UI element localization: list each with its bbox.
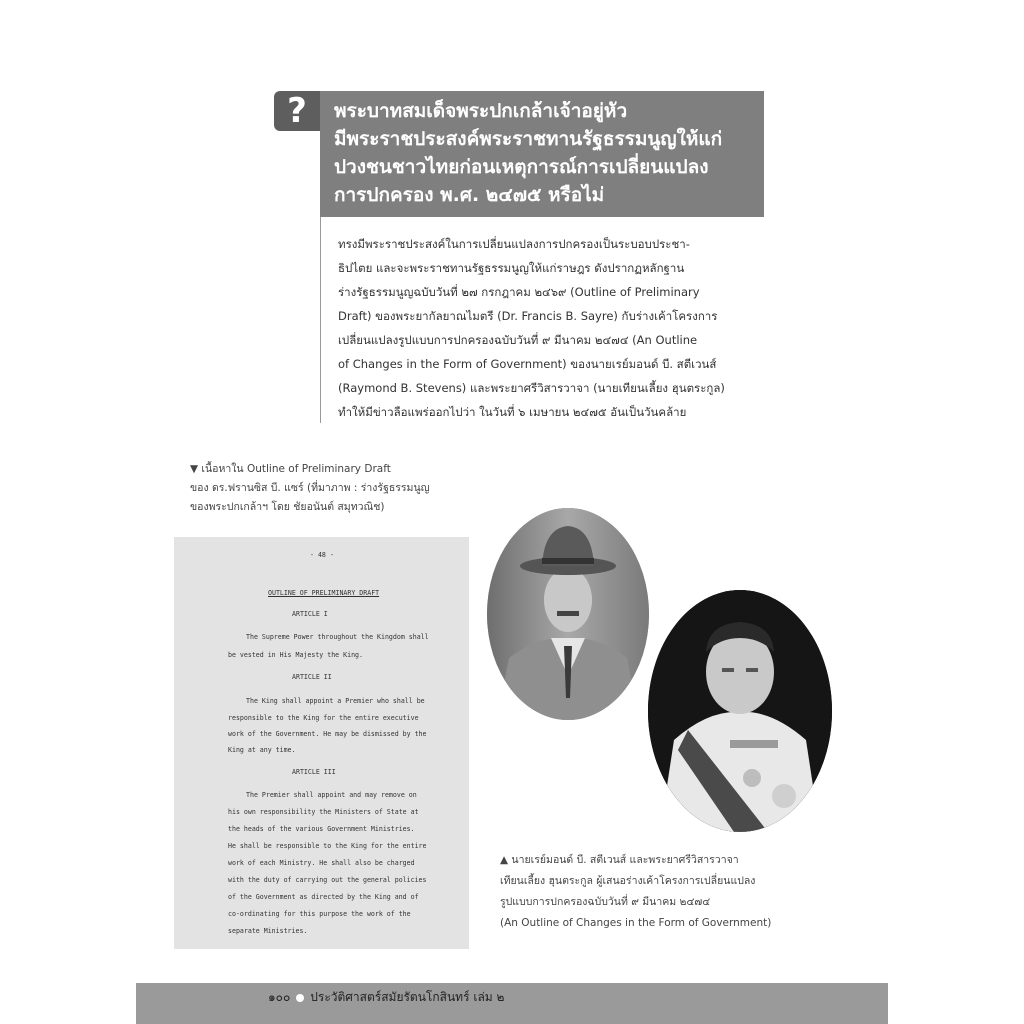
photo-caption <box>500 850 771 934</box>
caption-line: เทียนเลี้ยง ฮุนตระกูล ผู้เสนอร่างเค้าโครงการเปลี่ยนแปลง <box>500 875 756 887</box>
page-number: ๑๐๐ <box>268 990 291 1004</box>
body-line: Draft) ของพระยากัลยาณไมตรี (Dr. Francis B. Sayre) กับร่างเค้าโครงการ <box>338 309 718 323</box>
doc-line: work of each Ministry. He shall also be charged <box>228 859 415 867</box>
doc-line: separate Ministries. <box>228 927 308 935</box>
footer-bar <box>136 983 888 1024</box>
caption-line: (An Outline of Changes in the Form of Government) <box>500 917 772 929</box>
book-title: ประวัติศาสตร์สมัยรัตนโกสินทร์ เล่ม ๒ <box>310 990 505 1004</box>
body-line: ร่างรัฐธรรมนูญฉบับวันที่ ๒๗ กรกฎาคม ๒๔๖๙ (Outline of Preliminary <box>338 285 700 299</box>
body-line: เปลี่ยนแปลงรูปแบบการปกครองฉบับวันที่ ๙ มีนาคม ๒๔๗๔ (An Outline <box>338 333 698 347</box>
doc-title: OUTLINE OF PRELIMINARY DRAFT <box>268 589 380 597</box>
question-line: พระบาทสมเด็จพระปกเกล้าเจ้าอยู่หัว <box>334 100 628 122</box>
sriwisan-portrait-photo <box>648 590 832 832</box>
answer-paragraph <box>338 232 766 424</box>
doc-line: co-ordinating for this purpose the work of the <box>228 910 411 918</box>
doc-line: with the duty of carrying out the general policies <box>228 876 427 884</box>
doc-heading: ARTICLE II <box>292 673 332 681</box>
doc-line: King at any time. <box>228 746 296 754</box>
doc-line: be vested in His Majesty the King. <box>228 651 363 659</box>
doc-line: The Supreme Power throughout the Kingdom shall <box>246 633 429 641</box>
doc-page-number: - 48 - <box>310 551 334 559</box>
doc-heading: ARTICLE I <box>292 610 328 618</box>
footer <box>268 988 504 1007</box>
question-mark-icon: ? <box>274 91 320 131</box>
caption-line: รูปแบบการปกครองฉบับวันที่ ๙ มีนาคม ๒๔๗๔ <box>500 896 711 908</box>
divider <box>320 217 321 423</box>
caption-line: ▲ นายเรย์มอนด์ บี. สตีเวนส์ และพระยาศรีวิสารวาจา <box>500 854 739 866</box>
body-line: ธิปไตย และจะพระราชทานรัฐธรรมนูญให้แก่ราษฎร ดังปรากฏหลักฐาน <box>338 261 685 275</box>
question-line: การปกครอง พ.ศ. ๒๔๗๕ หรือไม่ <box>334 184 605 206</box>
question-line: มีพระราชประสงค์พระราชทานรัฐธรรมนูญให้แก่ <box>334 128 723 150</box>
doc-line: The King shall appoint a Premier who shall be <box>246 697 425 705</box>
stevens-portrait-photo <box>487 508 649 720</box>
doc-line: the heads of the various Government Ministries. <box>228 825 415 833</box>
document-image <box>174 537 469 949</box>
doc-heading: ARTICLE III <box>292 768 336 776</box>
doc-line: of the Government as directed by the King and of <box>228 893 419 901</box>
bullet-icon <box>296 994 304 1002</box>
doc-line: He shall be responsible to the King for the entire <box>228 842 427 850</box>
caption-line: ▼ เนื้อหาใน Outline of Preliminary Draft <box>190 463 391 475</box>
caption-line: ของพระปกเกล้าฯ โดย ชัยอนันต์ สมุทวณิช) <box>190 501 385 513</box>
question-line: ปวงชนชาวไทยก่อนเหตุการณ์การเปลี่ยนแปลง <box>334 156 709 178</box>
body-line: ทรงมีพระราชประสงค์ในการเปลี่ยนแปลงการปกครองเป็นระบอบประชา- <box>338 237 690 251</box>
doc-line: his own responsibility the Ministers of State at <box>228 808 419 816</box>
doc-line: The Premier shall appoint and may remove on <box>246 791 417 799</box>
body-line: of Changes in the Form of Government) ของนายเรย์มอนด์ บี. สตีเวนส์ <box>338 357 717 371</box>
doc-line: work of the Government. He may be dismissed by the <box>228 730 427 738</box>
body-line: (Raymond B. Stevens) และพระยาศรีวิสารวาจา (นายเทียนเลี้ยง ฮุนตระกูล) <box>338 381 725 395</box>
body-line: ทำให้มีข่าวลือแพร่ออกไปว่า ในวันที่ ๖ เมษายน ๒๔๗๕ อันเป็นวันคล้าย <box>338 405 687 419</box>
doc-line: responsible to the King for the entire executive <box>228 714 419 722</box>
caption-line: ของ ดร.ฟรานซิส บี. แซร์ (ที่มาภาพ : ร่างรัฐธรรมนูญ <box>190 482 430 494</box>
document-caption <box>190 460 430 517</box>
question-heading <box>320 91 764 217</box>
